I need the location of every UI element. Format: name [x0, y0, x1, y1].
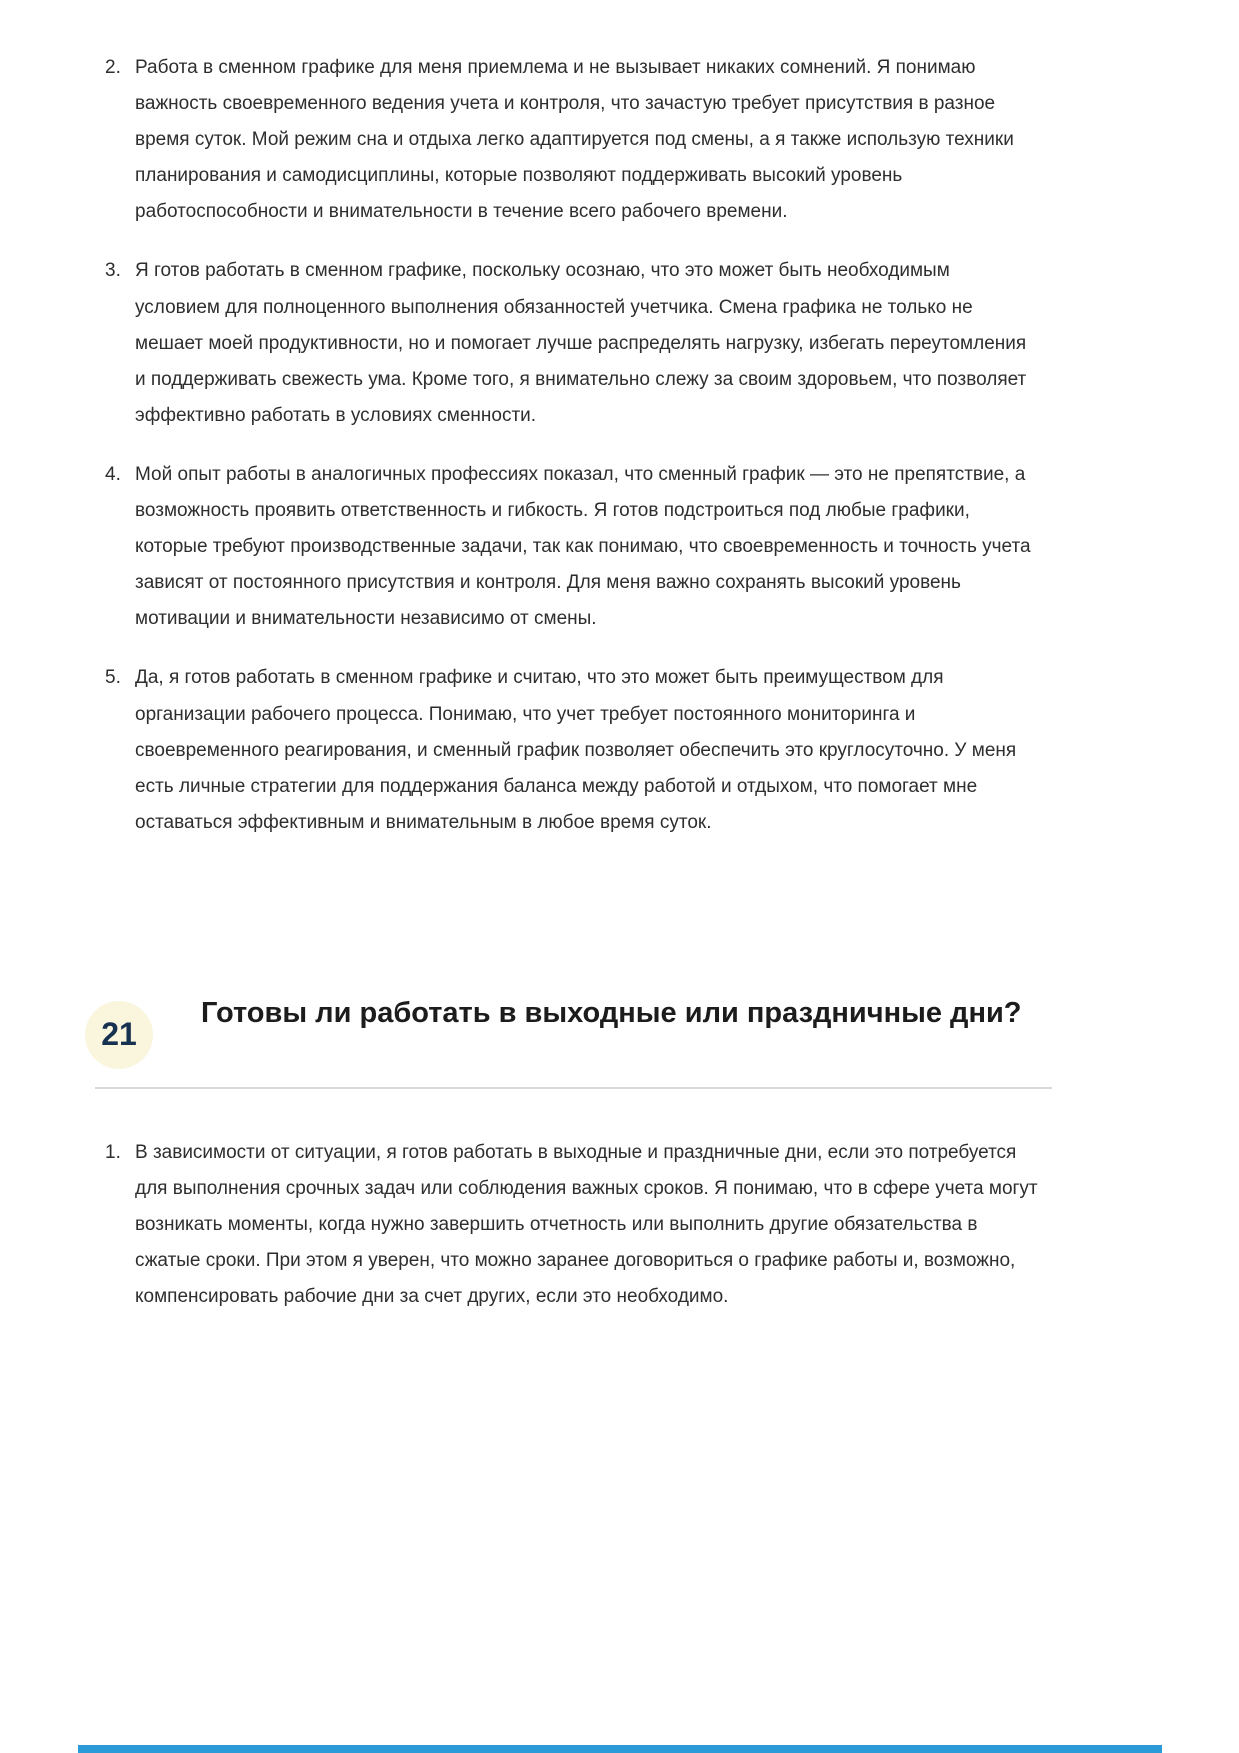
list-item-number: 2. [105, 57, 121, 78]
question-section [85, 991, 1139, 1089]
list-item-text: Да, я готов работать в сменном графике и считаю, что это может быть преимуществом для организации рабочего процесса. Понимаю, что учет требует постоянного мониторинга и своевременного реагирования, и сменный график позволяет обеспечить это круглосуточно. У меня есть личные стратегии для поддержания баланса между работой и отдыхом, что помогает мне оставаться эффективным и внимательным в любое время суток. [135, 667, 1017, 833]
list-item [105, 1135, 1139, 1315]
list-item-number: 1. [105, 1141, 121, 1163]
question-number-badge [85, 1001, 153, 1069]
list-item-text: Я готов работать в сменном графике, поскольку осознаю, что это может быть необходимым условием для полноценного выполнения обязанностей учетчика. Смена графика не только не мешает моей продуктивности, но и помогает лучше распределять нагрузку, избегать переутомления и поддерживать свежесть ума. Кроме того, я внимательно слежу за своим здоровьем, что позволяет эффективно работать в условиях сменности. [135, 260, 1027, 426]
question-header [85, 991, 1139, 1069]
list-item-text: В зависимости от ситуации, я готов работать в выходные и праздничные дни, если это потребуется для выполнения срочных задач или соблюдения важных сроков. Я понимаю, что в сфере учета могут возникать моменты, когда нужно завершить отчетность или выполнить другие обязательства в сжатые сроки. При этом я уверен, что можно заранее договориться о графике работы и, возможно, компенсировать рабочие дни за счет других, если это необходимо. [135, 1141, 1038, 1308]
list-item-number: 3. [105, 260, 121, 282]
footer-accent-bar [78, 1745, 1162, 1753]
section-divider [95, 1087, 1052, 1089]
list-item-text: Мой опыт работы в аналогичных профессиях показал, что сменный график — это не препятствие, а возможность проявить ответственность и гибкость. Я готов подстроиться под любые графики, которые требуют производственные задачи, так как понимаю, что своевременность и точность учета зависят от постоянного присутствия и контроля. Для меня важно сохранять высокий уровень мотивации и внимательности независимо от смены. [135, 463, 1031, 630]
weekend-answers-list [105, 1135, 1139, 1315]
list-item [105, 660, 1139, 840]
list-item [105, 457, 1139, 637]
question-title: Готовы ли работать в выходные или праздничные дни? [201, 996, 1022, 1029]
list-item-text: Работа в сменном графике для меня приемлема и не вызывает никаких сомнений. Я понимаю важность своевременного ведения учета и контроля, что зачастую требует присутствия в разное время суток. Мой режим сна и отдыха легко адаптируется под смены, а я также использую техники планирования и самодисциплины, которые позволяют поддерживать высокий уровень работоспособности и внимательности в течение всего рабочего времени. [135, 57, 1014, 223]
list-item-number: 5. [105, 667, 121, 689]
shift-answers-list [105, 50, 1139, 841]
question-number: 21 [101, 1016, 137, 1053]
list-item [105, 253, 1139, 433]
list-item [105, 50, 1139, 230]
list-item-number: 4. [105, 463, 121, 485]
